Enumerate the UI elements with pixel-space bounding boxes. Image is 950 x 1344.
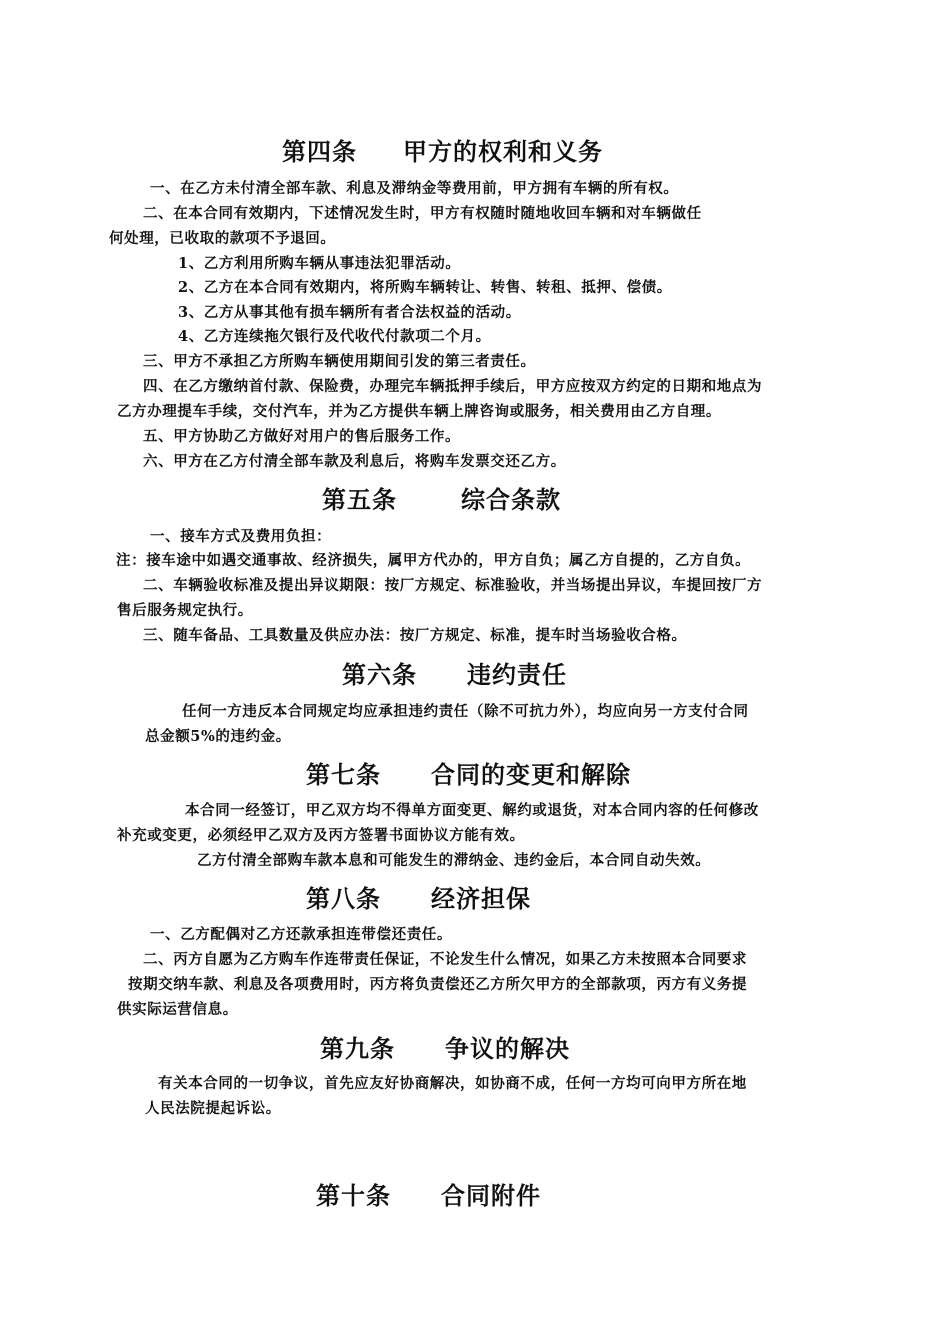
art8-clause-2-line-3: 供实际运营信息。 (117, 1001, 238, 1018)
art4-clause-2-line-2: 何处理，已收取的款项不予退回。 (109, 230, 336, 247)
article-7-title: 合同的变更和解除 (431, 760, 631, 789)
art5-clause-3: 三、随车备品、工具数量及供应办法：按厂方规定、标准，提车时当场验收合格。 (143, 627, 687, 644)
art7-clause-1-line-1: 本合同一经签订，甲乙双方均不得单方面变更、解约或退货，对本合同内容的任何修改 (185, 802, 759, 819)
article-6-title: 违约责任 (467, 660, 567, 689)
art4-clause-5: 五、甲方协助乙方做好对用户的售后服务工作。 (143, 428, 461, 445)
art6-clause-line-1: 任何一方违反本合同规定均应承担违约责任（除不可抗力外），均应向另一方支付合同 (182, 703, 749, 720)
art8-clause-2-line-2: 按期交纳车款、利息及各项费用时，丙方将负责偿还乙方所欠甲方的全部款项，丙方有义务提 (128, 976, 748, 993)
article-9-title: 争议的解决 (445, 1034, 570, 1063)
art9-clause-line-1: 有关本合同的一切争议，首先应友好协商解决，如协商不成，任何一方均可向甲方所在地 (158, 1075, 747, 1092)
article-5-title: 综合条款 (461, 485, 561, 514)
article-4-number: 第四条 (282, 137, 357, 166)
article-5-heading (322, 485, 561, 515)
art9-clause-line-2: 人民法院提起诉讼。 (145, 1100, 281, 1117)
article-8-heading (306, 884, 531, 914)
art4-clause-6: 六、甲方在乙方付清全部车款及利息后，将购车发票交还乙方。 (143, 453, 566, 470)
article-9-number: 第九条 (320, 1034, 395, 1063)
article-8-number: 第八条 (306, 884, 381, 913)
art4-clause-3: 三、甲方不承担乙方所购车辆使用期间引发的第三者责任。 (143, 353, 536, 370)
art8-clause-1: 一、乙方配偶对乙方还款承担连带偿还责任。 (150, 926, 452, 943)
article-4-title: 甲方的权利和义务 (403, 137, 603, 166)
article-7-number: 第七条 (306, 760, 381, 789)
art5-clause-2-line-1: 二、车辆验收标准及提出异议期限：按厂方规定、标准验收，并当场提出异议，车提回按厂方 (143, 577, 763, 594)
art4-item-2: 2、乙方在本合同有效期内，将所购车辆转让、转售、转租、抵押、偿债。 (178, 279, 672, 296)
article-4-heading (282, 137, 603, 167)
art8-clause-2-line-1: 二、丙方自愿为乙方购车作连带责任保证，不论发生什么情况，如果乙方未按照本合同要求 (143, 951, 747, 968)
art4-item-3: 3、乙方从事其他有损车辆所有者合法权益的活动。 (178, 304, 521, 321)
art5-clause-1: 一、接车方式及费用负担： (150, 528, 332, 545)
art4-clause-4-line-2: 乙方办理提车手续，交付汽车，并为乙方提供车辆上牌咨询或服务，相关费用由乙方自理。 (117, 403, 721, 420)
article-8-title: 经济担保 (431, 884, 531, 913)
art4-clause-1: 一、在乙方未付清全部车款、利息及滞纳金等费用前，甲方拥有车辆的所有权。 (150, 180, 679, 197)
article-10-heading (316, 1181, 541, 1211)
art4-item-1: 1、乙方利用所购车辆从事违法犯罪活动。 (178, 255, 461, 272)
art5-note: 注：接车途中如遇交通事故、经济损失，属甲方代办的，甲方自负；属乙方自提的，乙方自负。 (116, 552, 751, 569)
article-5-number: 第五条 (322, 485, 397, 514)
article-10-number: 第十条 (316, 1181, 391, 1210)
article-6-number: 第六条 (342, 660, 417, 689)
art4-clause-4-line-1: 四、在乙方缴纳首付款、保险费，办理完车辆抵押手续后，甲方应按双方约定的日期和地点为 (143, 378, 763, 395)
art4-clause-2-line-1: 二、在本合同有效期内，下述情况发生时，甲方有权随时随地收回车辆和对车辆做任 (143, 205, 702, 222)
art7-clause-1-line-2: 补充或变更，必须经甲乙双方及丙方签署书面协议方能有效。 (117, 827, 525, 844)
art7-clause-2: 乙方付清全部购车款本息和可能发生的滞纳金、违约金后，本合同自动失效。 (197, 852, 711, 869)
article-6-heading (342, 660, 567, 690)
art6-clause-line-2: 总金额5%的违约金。 (145, 728, 291, 745)
art5-clause-2-line-2: 售后服务规定执行。 (117, 602, 253, 619)
article-10-title: 合同附件 (441, 1181, 541, 1210)
article-9-heading (320, 1034, 570, 1064)
art4-item-4: 4、乙方连续拖欠银行及代收代付款项二个月。 (178, 328, 491, 345)
article-7-heading (306, 760, 631, 790)
